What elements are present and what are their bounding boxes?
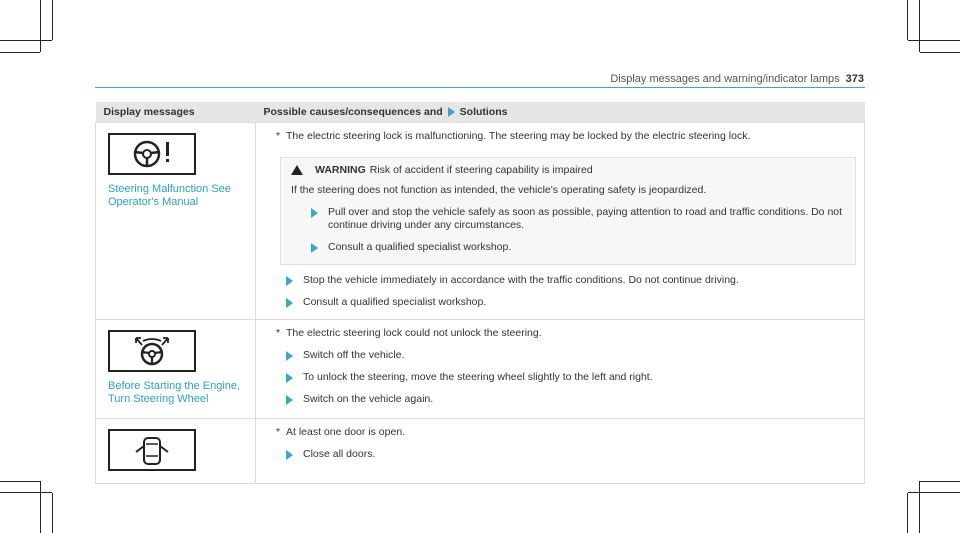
table-row	[96, 123, 865, 320]
crop-mark	[920, 52, 960, 53]
table-header-row	[96, 102, 865, 123]
message-cell	[96, 123, 256, 320]
solution-step: To unlock the steering, move the steering wheel slightly to the left and right.	[286, 371, 856, 384]
crop-mark	[908, 40, 960, 41]
warning-subtitle: Risk of accident if steering capability is impaired	[369, 164, 593, 176]
crop-mark	[920, 481, 960, 482]
cause-text: * At least one door is open.	[276, 426, 406, 438]
crop-mark	[0, 52, 40, 53]
warning-triangle-icon	[291, 165, 303, 175]
arrow-icon	[448, 107, 455, 117]
crop-mark	[52, 0, 53, 40]
warning-title: WARNING	[315, 164, 366, 176]
arrow-icon	[311, 208, 318, 218]
arrow-icon	[286, 298, 293, 308]
car-door-open-icon	[108, 429, 196, 471]
message-cell	[96, 419, 256, 484]
table-row	[96, 419, 865, 484]
steering-wheel-turn-icon	[108, 330, 196, 372]
warning-step: Pull over and stop the vehicle safely as soon as possible, paying attention to road and traffic conditions. Do not continue driving under any circumstances.	[311, 206, 845, 232]
message-label: Before Starting the Engine, Turn Steering Wheel	[108, 380, 241, 405]
message-label: Steering Malfunction See Operator's Manual	[108, 183, 231, 208]
arrow-icon	[286, 276, 293, 286]
crop-mark	[919, 0, 920, 52]
page-header	[610, 73, 864, 85]
solution-step: Switch off the vehicle.	[286, 349, 856, 362]
warning-box	[280, 157, 856, 265]
header-rule	[95, 87, 865, 88]
crop-mark	[907, 0, 908, 40]
col-heading-solutions: Possible causes/consequences and Solutions	[256, 102, 865, 123]
arrow-icon	[286, 450, 293, 460]
crop-mark	[908, 492, 960, 493]
solution-step: Switch on the vehicle again.	[286, 393, 856, 406]
arrow-icon	[286, 373, 293, 383]
crop-mark	[0, 40, 52, 41]
crop-mark	[907, 493, 908, 533]
cause-text: * The electric steering lock is malfunctioning. The steering may be locked by the electric steering lock.	[276, 130, 751, 142]
solution-cell	[256, 419, 865, 484]
arrow-icon	[311, 243, 318, 253]
message-cell	[96, 320, 256, 419]
crop-mark	[40, 0, 41, 52]
solution-step: Stop the vehicle immediately in accordance with the traffic conditions. Do not continue driving.	[286, 274, 856, 287]
arrow-icon	[286, 351, 293, 361]
crop-mark	[0, 492, 52, 493]
crop-mark	[0, 481, 40, 482]
warning-text: If the steering does not function as intended, the vehicle's operating safety is jeopardized.	[291, 184, 707, 196]
section-title: Display messages and warning/indicator lamps	[610, 73, 840, 85]
table-row	[96, 320, 865, 419]
display-messages-table	[95, 102, 865, 484]
warning-step: Consult a qualified specialist workshop.	[311, 241, 845, 254]
crop-mark	[919, 481, 920, 533]
solution-cell	[256, 123, 865, 320]
cause-text: * The electric steering lock could not unlock the steering.	[276, 327, 542, 339]
crop-mark	[40, 481, 41, 533]
solution-step: Consult a qualified specialist workshop.	[286, 296, 856, 309]
solution-step: Close all doors.	[286, 448, 856, 461]
crop-mark	[52, 493, 53, 533]
page-number: 373	[845, 73, 864, 85]
col-heading-display-messages: Display messages	[96, 102, 256, 123]
arrow-icon	[286, 395, 293, 405]
solution-cell	[256, 320, 865, 419]
steering-wheel-exclamation-icon	[108, 133, 196, 175]
